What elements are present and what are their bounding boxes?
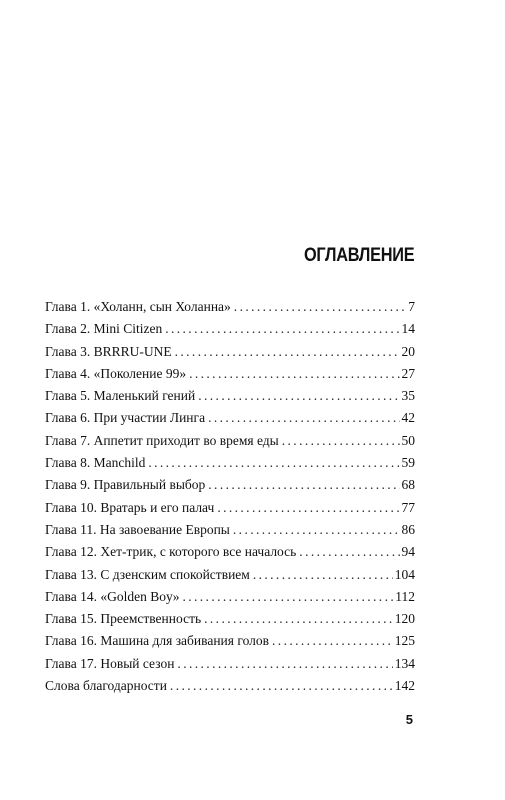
toc-entry-title: Глава 17. Новый сезон xyxy=(45,655,175,671)
toc-entry-page: 77 xyxy=(401,499,415,515)
toc-entry-title: Глава 5. Маленький гений xyxy=(45,388,196,404)
toc-entry xyxy=(45,497,415,519)
dot-leader xyxy=(170,675,393,697)
toc-entry-title: Глава 4. «Поколение 99» xyxy=(45,365,187,381)
toc-entry-title: Глава 3. BRRRU-UNE xyxy=(45,343,172,359)
toc-entry-page: 112 xyxy=(395,588,415,604)
toc-entry-page: 50 xyxy=(401,432,415,448)
dot-leader xyxy=(165,318,399,340)
toc-heading: ОГЛАВЛЕНИЕ xyxy=(303,245,414,266)
toc-entry-page: 86 xyxy=(401,521,415,537)
toc-entry xyxy=(45,675,415,697)
toc-entry xyxy=(45,407,415,429)
dot-leader xyxy=(177,653,392,675)
toc-entry-title: Глава 16. Машина для забивания голов xyxy=(45,633,270,649)
dot-leader xyxy=(204,608,393,630)
toc-entry-title: Глава 1. «Холанн, сын Холанна» xyxy=(45,299,231,314)
dot-leader xyxy=(282,430,400,452)
toc-entry-page: 7 xyxy=(408,299,415,314)
toc-entry-title: Глава 14. «Golden Boy» xyxy=(45,588,180,604)
toc-entry xyxy=(45,385,415,407)
page-number: 5 xyxy=(405,712,413,727)
toc-entry xyxy=(45,430,415,452)
toc-entry-title: Глава 6. При участии Линга xyxy=(45,410,206,426)
toc-entry xyxy=(45,653,415,675)
dot-leader xyxy=(189,363,399,385)
table-of-contents xyxy=(45,296,415,697)
toc-entry xyxy=(45,318,415,340)
toc-entry-page: 142 xyxy=(394,678,415,694)
toc-entry xyxy=(45,519,415,541)
toc-entry xyxy=(45,586,415,608)
dot-leader xyxy=(198,385,399,407)
dot-leader xyxy=(208,407,399,429)
toc-entry-title: Глава 12. Хет-трик, с которого все началось xyxy=(45,544,297,560)
toc-entry xyxy=(45,564,415,586)
dot-leader xyxy=(217,497,399,519)
toc-entry-page: 35 xyxy=(401,388,415,404)
dot-leader xyxy=(253,564,393,586)
toc-entry-page: 94 xyxy=(401,544,415,560)
toc-entry-page: 104 xyxy=(394,566,415,582)
toc-entry xyxy=(45,452,415,474)
toc-entry-title: Глава 7. Аппетит приходит во время еды xyxy=(45,432,279,448)
toc-entry xyxy=(45,541,415,563)
dot-leader xyxy=(299,541,399,563)
toc-entry-title: Глава 10. Вратарь и его палач xyxy=(45,499,215,515)
toc-entry-title: Слова благодарности xyxy=(45,678,167,694)
dot-leader xyxy=(182,586,393,608)
toc-entry-title: Глава 11. На завоевание Европы xyxy=(45,521,230,537)
toc-entry xyxy=(45,341,415,363)
toc-entry-page: 27 xyxy=(401,365,415,381)
toc-entry-page: 134 xyxy=(394,655,415,671)
toc-entry xyxy=(45,630,415,652)
toc-entry-title: Глава 2. Mini Citizen xyxy=(45,321,163,337)
toc-entry xyxy=(45,363,415,385)
toc-entry-page: 125 xyxy=(394,633,415,649)
toc-entry-title: Глава 13. С дзенским спокойствием xyxy=(45,566,250,582)
toc-entry-page: 20 xyxy=(401,343,415,359)
toc-entry xyxy=(45,296,415,318)
toc-entry-title: Глава 9. Правильный выбор xyxy=(45,477,206,493)
toc-entry xyxy=(45,608,415,630)
toc-entry-page: 120 xyxy=(394,611,415,627)
toc-entry-page: 68 xyxy=(401,477,415,493)
toc-entry xyxy=(45,474,415,496)
dot-leader xyxy=(233,519,400,541)
dot-leader xyxy=(175,341,400,363)
dot-leader xyxy=(208,474,399,496)
toc-entry-title: Глава 8. Manchild xyxy=(45,455,146,471)
dot-leader xyxy=(148,452,399,474)
toc-entry-page: 59 xyxy=(401,455,415,471)
toc-entry-title: Глава 15. Преемственность xyxy=(45,611,202,627)
toc-entry-page: 42 xyxy=(401,410,415,426)
toc-entry-page: 14 xyxy=(401,321,415,337)
dot-leader xyxy=(272,630,393,652)
dot-leader xyxy=(234,296,406,318)
